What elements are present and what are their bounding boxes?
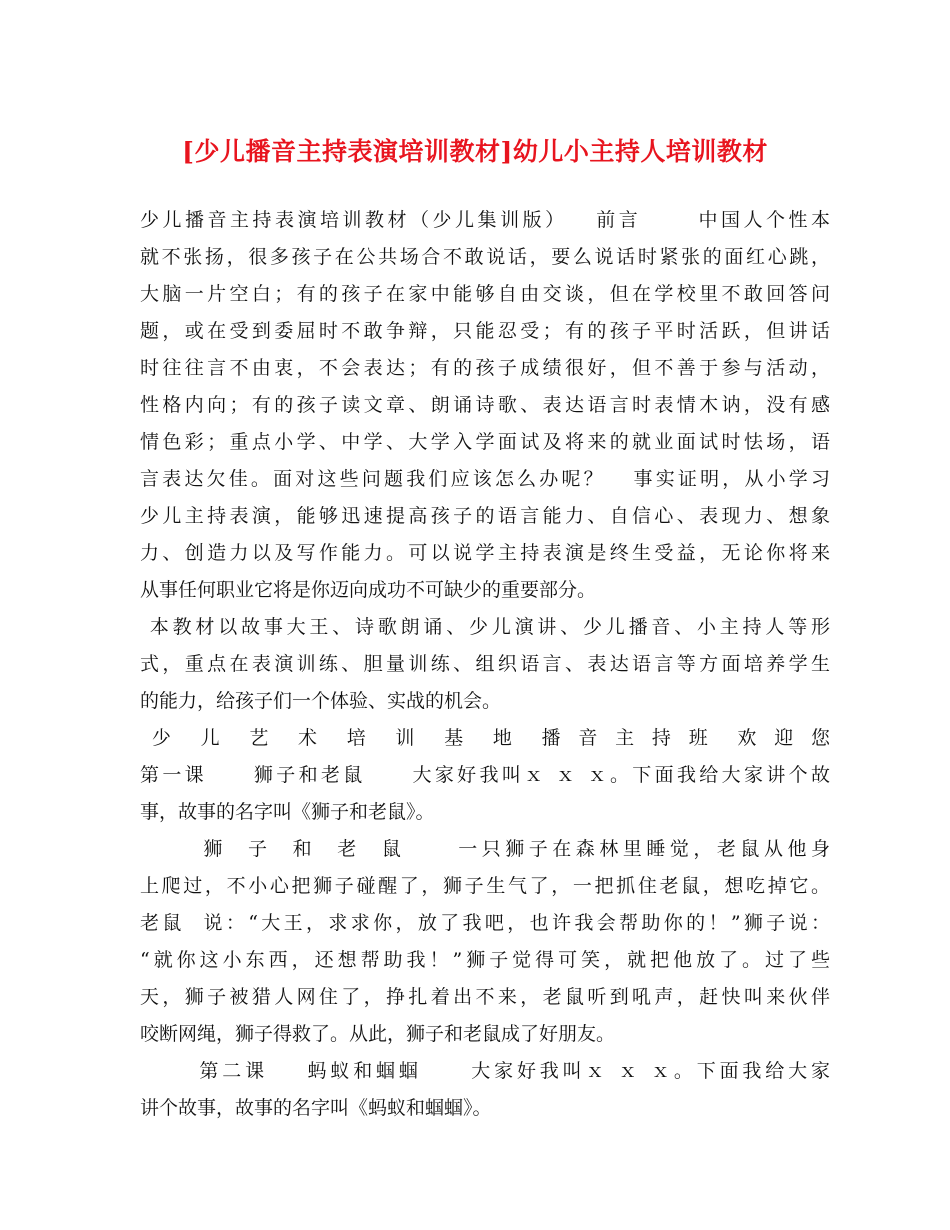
body-line: 时往往言不由衷，不会表达；有的孩子成绩很好，但不善于参与活动， <box>140 357 830 379</box>
document-title: [少儿播音主持表演培训教材]幼儿小主持人培训教材 <box>182 137 768 166</box>
body-line: 就不张扬，很多孩子在公共场合不敢说话，要么说话时紧张的面红心跳， <box>140 246 830 268</box>
body-line: 本教材以故事大王、诗歌朗诵、少儿演讲、少儿播音、小主持人等形 <box>140 616 830 638</box>
body-line: 题，或在受到委屈时不敢争辩，只能忍受；有的孩子平时活跃，但讲话 <box>140 320 830 342</box>
story-title-line: 狮 子 和 老 鼠 一只狮子在森林里睡觉，老鼠从他身 <box>140 838 830 860</box>
body-line: “就你这小东西，还想帮助我！”狮子觉得可笑，就把他放了。过了些 <box>140 949 830 971</box>
body-line: 咬断网绳，狮子得救了。从此，狮子和老鼠成了好朋友。 <box>140 1023 616 1045</box>
lesson-heading-line: 第一课 狮子和老鼠 大家好我叫ｘ ｘ ｘ。下面我给大家讲个故 <box>140 764 830 786</box>
body-line: 少儿播音主持表演培训教材（少儿集训版） 前言 中国人个性本 <box>140 209 830 231</box>
body-line: 情色彩；重点小学、中学、大学入学面试及将来的就业面试时怯场，语 <box>140 431 830 453</box>
body-line: 言表达欠佳。面对这些问题我们应该怎么办呢？ 事实证明，从小学习 <box>140 468 830 490</box>
body-line: 上爬过，不小心把狮子碰醒了，狮子生气了，一把抓住老鼠，想吃掉它。 <box>140 875 830 897</box>
lesson-heading-line: 第二课 蚂蚁和蝈蝈 大家好我叫ｘ ｘ ｘ。下面我给大家 <box>140 1060 830 1082</box>
banner-line: 少 儿 艺 术 培 训 基 地 播 音 主 持 班 欢 迎 您 <box>140 727 830 749</box>
body-line: 力、创造力以及写作能力。可以说学主持表演是终生受益，无论你将来 <box>140 542 830 564</box>
body-line: 的能力，给孩子们一个体验、实战的机会。 <box>140 690 502 712</box>
body-line: 讲个故事，故事的名字叫《蚂蚁和蝈蝈》。 <box>140 1097 492 1119</box>
body-line: 老鼠 说：“大王，求求你，放了我吧，也许我会帮助你的！”狮子说： <box>140 912 830 934</box>
body-line: 性格内向；有的孩子读文章、朗诵诗歌、表达语言时表情木讷，没有感 <box>140 394 830 416</box>
body-line: 大脑一片空白；有的孩子在家中能够自由交谈，但在学校里不敢回答问 <box>140 283 830 305</box>
body-line: 式，重点在表演训练、胆量训练、组织语言、表达语言等方面培养学生 <box>140 653 830 675</box>
body-line: 从事任何职业它将是你迈向成功不可缺少的重要部分。 <box>140 579 597 601</box>
body-line: 事，故事的名字叫《狮子和老鼠》。 <box>140 801 435 823</box>
body-line: 天，狮子被猎人网住了，挣扎着出不来，老鼠听到吼声，赶快叫来伙伴 <box>140 986 830 1008</box>
body-line: 少儿主持表演，能够迅速提高孩子的语言能力、自信心、表现力、想象 <box>140 505 830 527</box>
